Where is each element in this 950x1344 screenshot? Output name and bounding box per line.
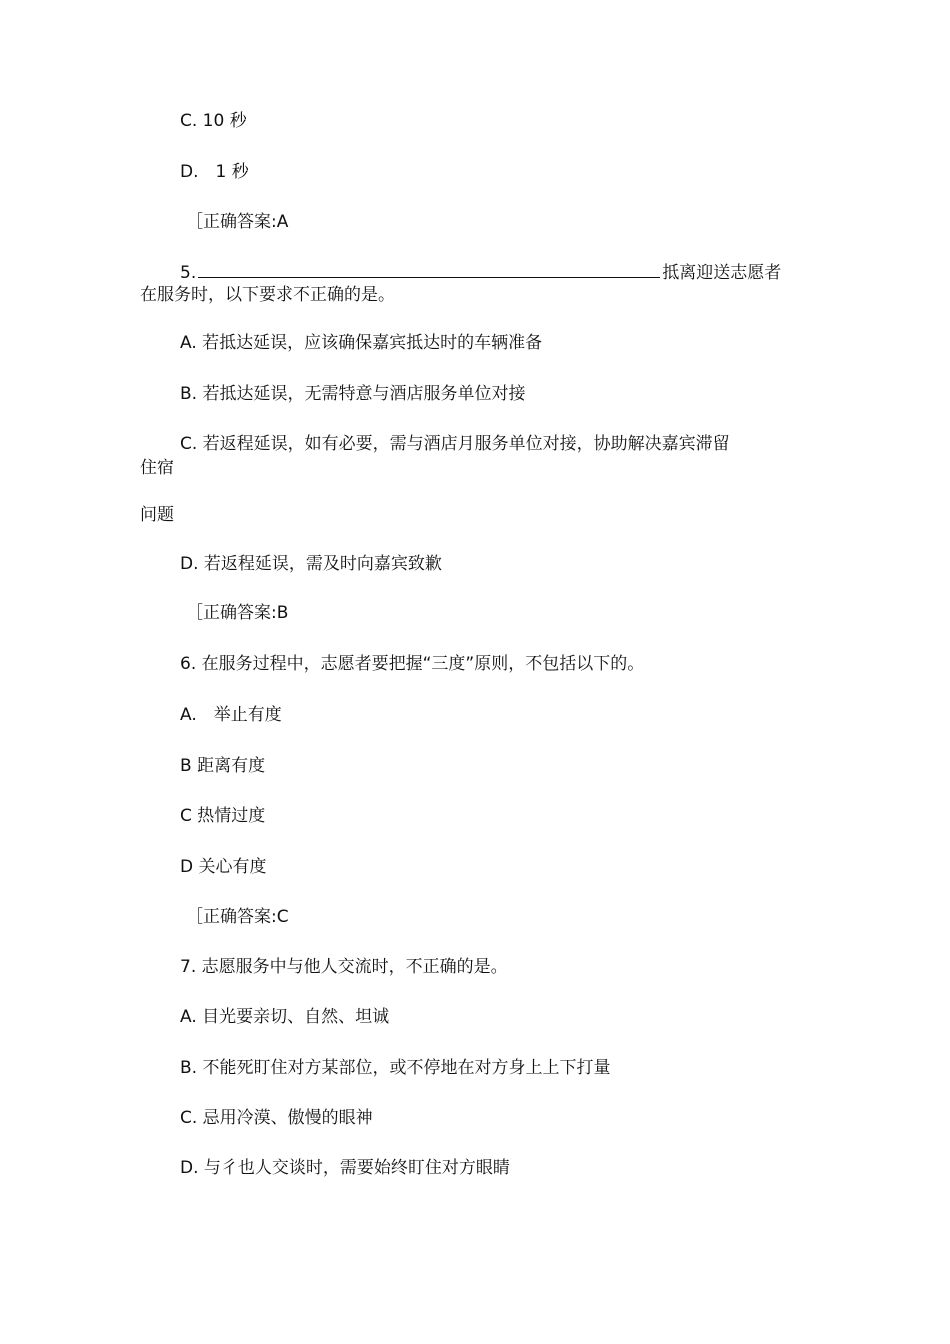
option-d-1-second: D. 1 秒 xyxy=(180,162,249,182)
answer-q6: ［正确答案:C xyxy=(186,907,289,927)
q7-option-b: B. 不能死盯住对方某部位，或不停地在对方身上上下打量 xyxy=(180,1058,611,1078)
q6-option-b: B 距离有度 xyxy=(180,756,266,776)
question-5-line xyxy=(180,259,781,283)
option-c-10-seconds: C. 10 秒 xyxy=(180,111,247,131)
q7-option-a: A. 目光要亲切、自然、坦诚 xyxy=(180,1007,390,1027)
q6-option-a: A. 举止有度 xyxy=(180,705,282,725)
q5-option-d: D. 若返程延误，需及时向嘉宾致歉 xyxy=(180,554,442,574)
question-6: 6. 在服务过程中，志愿者要把握“三度”原则，不包括以下的。 xyxy=(180,654,645,674)
q5-option-b: B. 若抵达延误，无需特意与酒店服务单位对接 xyxy=(180,384,526,404)
q5-option-c-continuation: 住宿 xyxy=(140,458,174,478)
q7-option-c: C. 忌用冷漠、傲慢的眼神 xyxy=(180,1108,373,1128)
q5-option-c-continuation-2: 问题 xyxy=(140,505,174,525)
q5-option-c: C. 若返程延误，如有必要，需与酒店月服务单位对接，协助解决嘉宾滞留 xyxy=(180,434,730,454)
q6-option-c: C 热情过度 xyxy=(180,806,266,826)
question-5-number: 5. xyxy=(180,263,197,283)
question-5-continuation: 在服务时，以下要求不正确的是。 xyxy=(140,285,395,305)
q7-option-d: D. 与彳也人交谈时，需要始终盯住对方眼睛 xyxy=(180,1158,510,1178)
q6-option-d: D 关心有度 xyxy=(180,857,267,877)
question-7: 7. 志愿服务中与他人交流时，不正确的是。 xyxy=(180,957,508,977)
answer-q5: ［正确答案:B xyxy=(186,603,289,623)
fill-in-blank xyxy=(198,259,660,278)
answer-q4: ［正确答案:A xyxy=(186,212,289,232)
question-5-text: 抵离迎送志愿者 xyxy=(662,263,782,283)
q5-option-a: A. 若抵达延误，应该确保嘉宾抵达时的车辆准备 xyxy=(180,333,543,353)
